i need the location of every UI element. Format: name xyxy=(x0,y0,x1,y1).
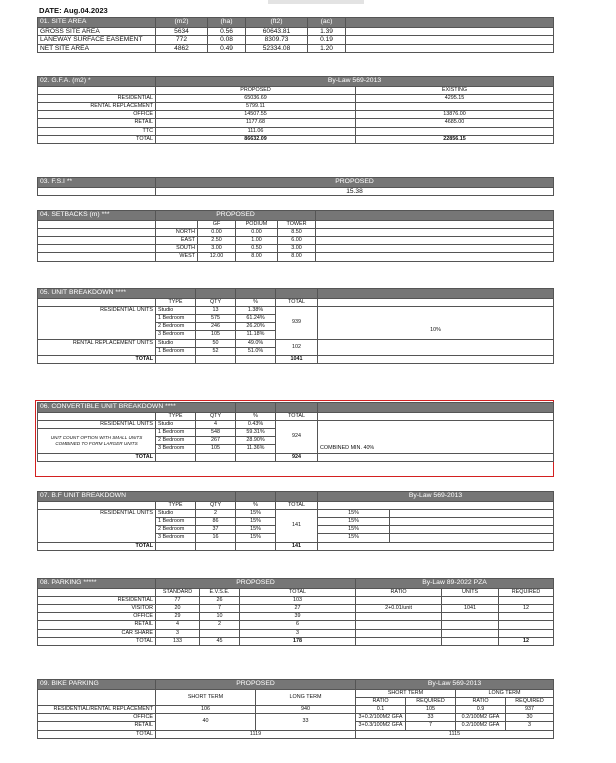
cell: 1.20 xyxy=(308,44,346,53)
cell: 2 Bedroom xyxy=(156,323,196,331)
col-type: TYPE xyxy=(156,501,196,509)
convertible-grand-total: 924 xyxy=(276,453,318,461)
row-label: OFFICE xyxy=(38,613,156,621)
col-req-short-term: SHORT TERM xyxy=(356,689,456,697)
col-pct: % xyxy=(236,412,276,420)
fsi-proposed-header: PROPOSED xyxy=(156,178,554,188)
cell: 2.50 xyxy=(198,237,236,245)
col-required: REQUIRED xyxy=(406,697,456,705)
cell: 13 xyxy=(196,306,236,314)
cell: 50 xyxy=(196,339,236,347)
row-label: GROSS SITE AREA xyxy=(38,27,156,36)
cell: 0.2/100M2 GFA xyxy=(456,714,506,722)
cell: 65036.69 xyxy=(156,94,356,102)
table-row xyxy=(38,306,554,314)
col-type: TYPE xyxy=(156,298,196,306)
row-label: TOTAL xyxy=(38,637,156,645)
convertible-subtotal: 924 xyxy=(276,420,318,453)
col-total: TOTAL xyxy=(276,412,318,420)
cell: 61.24% xyxy=(236,315,276,323)
cell: 1.38% xyxy=(236,306,276,314)
table-row xyxy=(38,706,554,714)
table-row xyxy=(38,135,554,143)
table-row xyxy=(38,119,554,127)
cell: 246 xyxy=(196,323,236,331)
row-label: RETAIL xyxy=(38,722,156,730)
rental-replacement-units-label: RENTAL REPLACEMENT UNITS xyxy=(38,339,156,355)
convertible-total-label: TOTAL xyxy=(38,453,156,461)
convertible-unit-table xyxy=(37,402,554,462)
residential-units-total: 939 xyxy=(276,306,318,339)
cell: 1177.68 xyxy=(156,119,356,127)
col-evse: E.V.S.E. xyxy=(200,588,240,596)
table-row xyxy=(38,127,554,135)
cell: 2 xyxy=(196,509,236,517)
table-row xyxy=(38,714,554,722)
cell: 15% xyxy=(236,534,276,542)
bike-total-required: 1115 xyxy=(356,730,554,738)
cell: 1 Bedroom xyxy=(156,315,196,323)
cell: 0.08 xyxy=(208,36,246,45)
cell: 26 xyxy=(200,596,240,604)
cell: 11.36% xyxy=(236,445,276,453)
table-row xyxy=(38,27,554,36)
parking-proposed-header: PROPOSED xyxy=(156,579,356,589)
parking-title: 08. PARKING ***** xyxy=(38,579,156,589)
cell: 0.9 xyxy=(456,706,506,714)
row-label: EAST xyxy=(156,237,198,245)
cell: 15% xyxy=(318,509,390,517)
col-long-term: LONG TERM xyxy=(256,689,356,705)
cell: 52334.08 xyxy=(246,44,308,53)
table-row xyxy=(38,111,554,119)
col-qty: QTY xyxy=(196,298,236,306)
cell: 1 Bedroom xyxy=(156,347,196,355)
cell: 3 xyxy=(156,629,200,637)
cell: 2 Bedroom xyxy=(156,437,196,445)
cell: 940 xyxy=(256,706,356,714)
cell: Studio xyxy=(156,420,196,428)
cell: 0.00 xyxy=(236,228,278,236)
cell: 111.06 xyxy=(156,127,356,135)
cell: 14507.55 xyxy=(156,111,356,119)
row-label: RETAIL xyxy=(38,119,156,127)
parking-bylaw: By-Law 89-2022 PZA xyxy=(356,579,554,589)
table-row xyxy=(38,253,554,261)
cell: 8.00 xyxy=(236,253,278,261)
row-label: RESIDENTIAL/RENTAL REPLACEMENT xyxy=(38,706,156,714)
gfa-proposed-header: PROPOSED xyxy=(156,86,356,94)
cell: 1.00 xyxy=(236,237,278,245)
row-label: LANEWAY SURFACE EASEMENT xyxy=(38,36,156,45)
parking-total-required: 12 xyxy=(499,637,554,645)
col-podium: PODIUM xyxy=(236,220,278,228)
unit-breakdown-table xyxy=(37,288,554,364)
visitor-units: 1041 xyxy=(442,605,499,613)
cell: 7 xyxy=(200,605,240,613)
cell: 16 xyxy=(196,534,236,542)
col-ratio: RATIO xyxy=(356,697,406,705)
cell: 6 xyxy=(240,621,356,629)
bf-total-label: TOTAL xyxy=(38,542,156,550)
col-m2: (m2) xyxy=(156,18,208,28)
cell: 575 xyxy=(196,315,236,323)
cell: 2 xyxy=(200,621,240,629)
cell: 33 xyxy=(406,714,456,722)
cell: 37 xyxy=(196,526,236,534)
cell: 51.0% xyxy=(236,347,276,355)
bike-proposed-header: PROPOSED xyxy=(156,680,356,690)
cell: 0.00 xyxy=(198,228,236,236)
gfa-bylaw: By-Law 569-2013 xyxy=(156,77,554,87)
row-label: OFFICE xyxy=(38,111,156,119)
table-row xyxy=(38,94,554,102)
convertible-title: 06. CONVERTIBLE UNIT BREAKDOWN **** xyxy=(38,403,236,413)
cell: 40 xyxy=(156,714,256,730)
cell: 52 xyxy=(196,347,236,355)
table-row xyxy=(38,339,554,347)
bike-bylaw: By-Law 569-2013 xyxy=(356,680,554,690)
row-label: RESIDENTIAL xyxy=(38,94,156,102)
cell: 4862 xyxy=(156,44,208,53)
table-row xyxy=(38,103,554,111)
col-units: UNITS xyxy=(442,588,499,596)
row-label: RESIDENTIAL xyxy=(38,596,156,604)
rental-units-total: 102 xyxy=(276,339,318,355)
cell: 3.00 xyxy=(278,245,316,253)
cell: 0.50 xyxy=(236,245,278,253)
row-label: CAR SHARE xyxy=(38,629,156,637)
cell: 8309.73 xyxy=(246,36,308,45)
cell: 105 xyxy=(196,445,236,453)
col-total: TOTAL xyxy=(276,501,318,509)
cell: Studio xyxy=(156,306,196,314)
residential-units-label: RESIDENTIAL UNITS xyxy=(38,306,156,339)
bf-title: 07. B.F UNIT BREAKDOWN xyxy=(38,492,236,502)
cell: 10 xyxy=(200,613,240,621)
cell: Studio xyxy=(156,339,196,347)
cell: 3+0.2/100M2 GFA xyxy=(356,714,406,722)
cell: 29 xyxy=(156,613,200,621)
cell: 7 xyxy=(406,722,456,730)
cell: 103 xyxy=(240,596,356,604)
table-row xyxy=(38,237,554,245)
cell xyxy=(356,103,554,111)
row-label: VISITOR xyxy=(38,605,156,613)
cell: 267 xyxy=(196,437,236,445)
col-pct: % xyxy=(236,298,276,306)
cell: 15% xyxy=(318,518,390,526)
cell: 3 Bedroom xyxy=(156,331,196,339)
cell: 30 xyxy=(506,714,554,722)
cell: 15% xyxy=(318,534,390,542)
residential-units-label: RESIDENTIAL UNITS xyxy=(38,509,156,542)
cell: 33 xyxy=(256,714,356,730)
cell: 15% xyxy=(236,526,276,534)
col-type: TYPE xyxy=(156,412,196,420)
cell: 45 xyxy=(200,637,240,645)
cell: 13876.00 xyxy=(356,111,554,119)
unit-count-option-note: UNIT COUNT OPTION WITH SMALL UNITS COMBINED TO FORM LARGER UNITS xyxy=(38,429,156,454)
date-label: DATE: Aug.04.2023 xyxy=(39,6,108,15)
cell: 22856.15 xyxy=(356,135,554,143)
cell: 28.90% xyxy=(236,437,276,445)
units-title: 05. UNIT BREAKDOWN **** xyxy=(38,289,196,299)
col-ac: (ac) xyxy=(308,18,346,28)
cell: 0.1 xyxy=(356,706,406,714)
table-row xyxy=(38,605,554,613)
table-row xyxy=(38,637,554,645)
table-row xyxy=(38,613,554,621)
residential-units-note: 10% xyxy=(318,306,554,339)
bike-total-proposed: 1119 xyxy=(156,730,356,738)
cell: 3 xyxy=(506,722,554,730)
col-required: REQUIRED xyxy=(506,697,554,705)
fsi-value: 15.38 xyxy=(156,187,554,196)
setbacks-table xyxy=(37,210,554,262)
gfa-existing-header: EXISTING xyxy=(356,86,554,94)
cell: 937 xyxy=(506,706,554,714)
cell: 86 xyxy=(196,518,236,526)
bf-unit-table xyxy=(37,491,554,551)
cell: 548 xyxy=(196,429,236,437)
cell: 4295.15 xyxy=(356,94,554,102)
row-label: WEST xyxy=(156,253,198,261)
table-row xyxy=(38,629,554,637)
units-total-label: TOTAL xyxy=(38,356,156,364)
cell: 3 Bedroom xyxy=(156,445,196,453)
cell: 1 Bedroom xyxy=(156,518,196,526)
cell: 4685.00 xyxy=(356,119,554,127)
cell: 49.0% xyxy=(236,339,276,347)
cell: 0.56 xyxy=(208,27,246,36)
site-area-title: 01. SITE AREA xyxy=(38,18,156,28)
bike-title: 09. BIKE PARKING xyxy=(38,680,156,690)
cell: 0.19 xyxy=(308,36,346,45)
col-total: TOTAL xyxy=(276,298,318,306)
cell: 105 xyxy=(196,331,236,339)
cell: 772 xyxy=(156,36,208,45)
col-required: REQUIRED xyxy=(499,588,554,596)
cell: 3+0.3/100M2 GFA xyxy=(356,722,406,730)
cell: 0.49 xyxy=(208,44,246,53)
cell: 20 xyxy=(156,605,200,613)
col-ft2: (ft2) xyxy=(246,18,308,28)
row-label: RENTAL REPLACEMENT xyxy=(38,103,156,111)
cell: 0.2/100M2 GFA xyxy=(456,722,506,730)
col-tower: TOWER xyxy=(278,220,316,228)
col-qty: QTY xyxy=(196,501,236,509)
cell: 5799.11 xyxy=(156,103,356,111)
gfa-table xyxy=(37,76,554,144)
cell: 105 xyxy=(406,706,456,714)
cell xyxy=(356,127,554,135)
viewer-top-bar xyxy=(268,0,364,4)
cell: 77 xyxy=(156,596,200,604)
cell: 3.00 xyxy=(198,245,236,253)
table-row xyxy=(38,509,554,517)
row-label: OFFICE xyxy=(38,714,156,722)
site-area-table xyxy=(37,17,554,53)
cell: 8.50 xyxy=(278,228,316,236)
cell: 133 xyxy=(156,637,200,645)
table-row xyxy=(38,228,554,236)
col-ratio: RATIO xyxy=(356,588,442,596)
setbacks-proposed-header: PROPOSED xyxy=(156,211,316,221)
cell: 3 Bedroom xyxy=(156,534,196,542)
cell: 15% xyxy=(236,509,276,517)
cell: 1.39 xyxy=(308,27,346,36)
row-label: TOTAL xyxy=(38,135,156,143)
cell: 8.00 xyxy=(278,253,316,261)
fsi-title: 03. F.S.I ** xyxy=(38,178,156,188)
combined-min-note: COMBINED MIN. 40% xyxy=(318,420,554,453)
visitor-ratio: 2+0.01/unit xyxy=(356,605,442,613)
cell: 15% xyxy=(318,526,390,534)
cell: 11.18% xyxy=(236,331,276,339)
cell: 2 Bedroom xyxy=(156,526,196,534)
col-ha: (ha) xyxy=(208,18,246,28)
cell xyxy=(200,629,240,637)
bf-subtotal: 141 xyxy=(276,509,318,542)
col-req-long-term: LONG TERM xyxy=(456,689,554,697)
visitor-required: 12 xyxy=(499,605,554,613)
cell: 178 xyxy=(240,637,356,645)
cell: 1 Bedroom xyxy=(156,429,196,437)
cell: 60643.81 xyxy=(246,27,308,36)
bike-parking-table xyxy=(37,679,554,739)
col-standard: STANDARD xyxy=(156,588,200,596)
col-short-term: SHORT TERM xyxy=(156,689,256,705)
bike-total-label: TOTAL xyxy=(38,730,156,738)
cell: 27 xyxy=(240,605,356,613)
residential-units-label: RESIDENTIAL UNITS xyxy=(38,420,156,428)
table-row xyxy=(38,245,554,253)
cell: 5634 xyxy=(156,27,208,36)
cell: Studio xyxy=(156,509,196,517)
cell: 3 xyxy=(240,629,356,637)
cell: 106 xyxy=(156,706,256,714)
cell: 26.20% xyxy=(236,323,276,331)
table-row xyxy=(38,44,554,53)
col-qty: QTY xyxy=(196,412,236,420)
table-row xyxy=(38,420,554,428)
units-grand-total: 1041 xyxy=(276,356,318,364)
table-row xyxy=(38,621,554,629)
bf-bylaw: By-Law 569-2013 xyxy=(318,492,554,502)
cell: 4 xyxy=(156,621,200,629)
table-row xyxy=(38,36,554,45)
cell: 59.31% xyxy=(236,429,276,437)
setbacks-title: 04. SETBACKS (m) *** xyxy=(38,211,156,221)
fsi-table xyxy=(37,177,554,196)
row-label: NORTH xyxy=(156,228,198,236)
cell: 4 xyxy=(196,420,236,428)
gfa-title: 02. G.F.A. (m2) * xyxy=(38,77,156,87)
col-pct: % xyxy=(236,501,276,509)
col-ratio: RATIO xyxy=(456,697,506,705)
cell: 6.00 xyxy=(278,237,316,245)
cell: 12.00 xyxy=(198,253,236,261)
row-label: RETAIL xyxy=(38,621,156,629)
cell: 0.43% xyxy=(236,420,276,428)
cell: 39 xyxy=(240,613,356,621)
cell: 15% xyxy=(236,518,276,526)
col-total: TOTAL xyxy=(240,588,356,596)
cell: 86632.09 xyxy=(156,135,356,143)
table-row xyxy=(38,596,554,604)
parking-table xyxy=(37,578,554,646)
bf-grand-total: 141 xyxy=(276,542,318,550)
row-label: SOUTH xyxy=(156,245,198,253)
row-label: TTC xyxy=(38,127,156,135)
row-label: NET SITE AREA xyxy=(38,44,156,53)
col-gf: GF xyxy=(198,220,236,228)
